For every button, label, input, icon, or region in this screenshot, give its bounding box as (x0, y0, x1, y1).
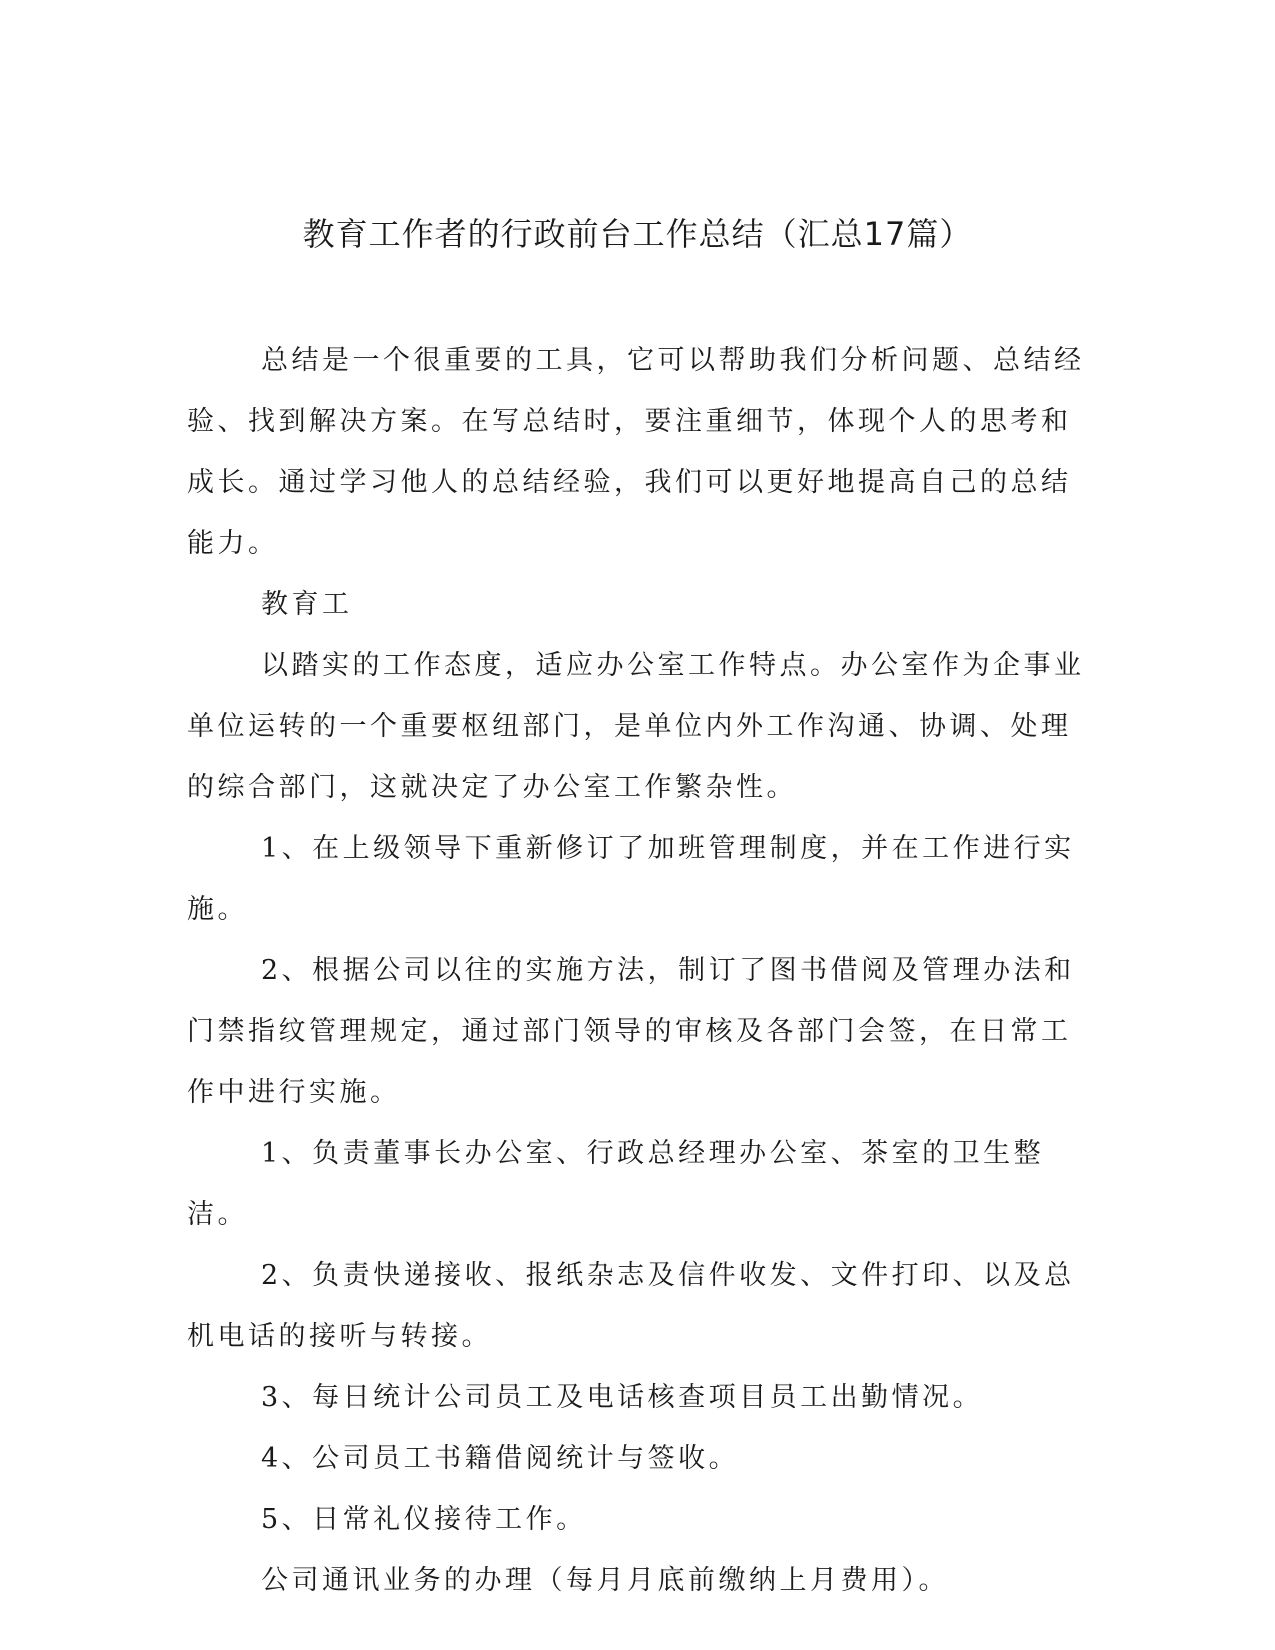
paragraph-item: 1、负责董事长办公室、行政总经理办公室、茶室的卫生整洁。 (187, 1138, 1045, 1230)
paragraph-intro: 总结是一个很重要的工具，它可以帮助我们分析问题、总结经验、找到解决方案。在写总结时，要注重细节，体现个人的思考和成长。通过学习他人的总结经验，我们可以更好地提高自己的总结能力。 (187, 345, 1085, 559)
paragraph-item: 2、负责快递接收、报纸杂志及信件收发、文件打印、以及总机电话的接听与转接。 (187, 1260, 1075, 1352)
document-title: 教育工作者的行政前台工作总结（汇总17篇） (302, 215, 973, 253)
paragraph-item: 2、根据公司以往的实施方法，制订了图书借阅及管理办法和门禁指纹管理规定，通过部门领导的审核及各部门会签，在日常工作中进行实施。 (187, 955, 1075, 1108)
paragraph-item: 3、每日统计公司员工及电话核查项目员工出勤情况。 (261, 1382, 984, 1413)
paragraph-office-work: 以踏实的工作态度，适应办公室工作特点。办公室作为企事业单位运转的一个重要枢纽部门，是单位内外工作沟通、协调、处理的综合部门，这就决定了办公室工作繁杂性。 (187, 650, 1085, 803)
paragraph-item: 公司通讯业务的办理（每月月底前缴纳上月费用）。 (261, 1565, 949, 1596)
document-body (187, 330, 1087, 1611)
paragraph-item: 4、公司员工书籍借阅统计与签收。 (261, 1443, 740, 1474)
paragraph-item: 5、日常礼仪接待工作。 (261, 1504, 587, 1535)
paragraph-heading: 教育工 (261, 589, 353, 620)
paragraph-item: 1、在上级领导下重新修订了加班管理制度，并在工作进行实施。 (187, 833, 1075, 925)
